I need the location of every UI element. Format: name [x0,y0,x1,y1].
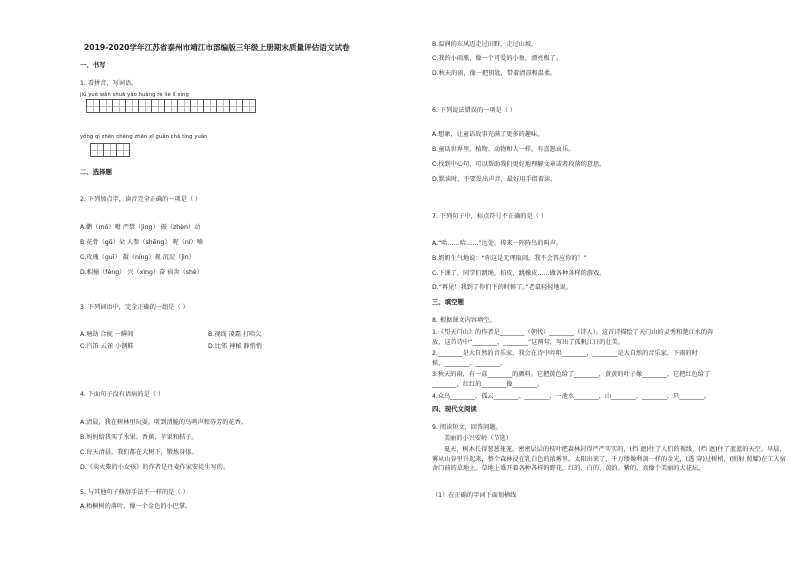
passage-text: 夏天，树木长得葱葱茏茏，密密层层的枝叶把森林封得严严实实的，(挡 遮)住了人们的视线，(挡 遮)住了蓝蓝的天空。早晨，雾从山谷里升起来，整个森林浸在乳白色的浓雾里。太阳出来了，千万缕像利剑一样的金光，(透 穿)过树梢，(照射 照耀)在工人宿舍门前的草地上。草地上盛开着各种各样的野花，红的、白的、黄的、紫的，真像个美丽的大花坛。 [432,446,786,473]
q6-option-d: D.默读时，不要发出声音，最好用手指着读。 [432,176,557,183]
q3-option-d: D.比邻 神秘 静悄悄 [208,343,262,350]
exam-title: 2019-2020学年江苏省泰州市靖江市部编版三年级上册期末质量评估语文试卷 [84,43,350,52]
writing-grid-row-1[interactable] [86,99,255,113]
q8-item-3-cont: ________，红红的________像________。 [432,381,544,388]
q2-option-d: D.相撞（fēng） 兴（xìng）奋 宿舍（shè） [80,269,203,276]
q7-option-c: C.下课了，同学们跳绳，拍皮，跳橡皮……做各种各样的游戏。 [432,270,606,277]
question-5: 5. 与其他句子修辞手法不一样的是（ ） [80,489,189,496]
q4-option-a: A.清晨，我在树林里玩耍，听到清脆的鸟鸣声和芬芳的花香。 [80,419,247,426]
q8-item-4: 4.众鸟________，孤云________。________，一池水________，山________，________，只________。 [432,393,711,400]
q5-option-d: D.秋天的雨，像一把钥匙，带着清凉和温柔。 [432,70,557,77]
section-reading: 四、现代文阅读 [432,405,477,413]
q8-item-3: 3.秋天的雨，有一盒________的颜料。它把黄色给了________，黄黄的叶子像________，它把红色给了 [432,371,711,378]
q5-option-c: C.我的小雨瓶，像一个可爱的小鱼，漂亮极了。 [432,55,563,62]
passage-title: 美丽的小兴安岭（节选） [444,435,513,442]
question-8: 8. 根据课文内容填空。 [432,317,496,324]
question-6: 6. 下列说法错误的一项是（ ） [432,107,517,114]
section-writing: 一、书写 [80,61,106,69]
q8-item-2: 2.________是大自然的音乐家，我会在诗中吟唱________，________是大自然的音乐家，下雨的时 [432,350,698,357]
q6-option-c: C.找到中心句，可以帮助我们更好地理解文章或者段落的意思。 [432,161,606,168]
q9-sub-1: （1）在正确的字词下面划横线 [432,492,517,499]
q7-option-d: D.“再见！我到了你们下的时候了。”老鼠轻轻地说。 [432,284,572,291]
q2-option-c: C.玫瑰（guī） 凝（níng）视 沉淀（jìn） [80,254,195,261]
section-fill: 三、填空题 [432,298,464,306]
question-3: 3. 下列词语中，完全正确的一组是（ ） [80,304,189,311]
question-2: 2. 下列加点字，读音完全正确的一项是（ ） [80,196,202,203]
q3-option-a: A.塘劫 合拢 一瞬间 [80,331,134,338]
q3-option-b: B.视线 凌霜 打哈欠 [208,331,262,338]
writing-grid-row-2[interactable] [90,143,129,157]
q2-option-a: A.鹳（mó）嘹 严禁（jìng） 振（zhèn）动 [80,224,201,231]
pinyin-row-1: jiǔ yuè wǎn shuā yǎo huàng rè liè lǐ xìng [80,92,189,98]
q8-item-1-cont: 放，这首诗中“________，________”这两句，写出了孤帆江日的壮美。 [432,339,625,346]
q2-option-b: B.花骨（gǔ）朵 人参（shēng） 呢（ní）喃 [80,239,203,246]
q6-option-a: A.想象，让童话故事充满了更多的趣味。 [432,131,544,138]
q7-option-a: A.“哈……哈……”远处，传来一阵阵鸟的叫声。 [432,240,563,247]
q5-option-a: A.梧桐树的落叶，像一个金色的小巴掌。 [80,503,192,510]
q5-option-b: B.温润的东风迈走过田野，走过山坡。 [432,41,538,48]
q6-option-b: B.童话世界里，植物、动物和人一样，有喜怒哀乐。 [432,146,575,153]
q8-item-2-cont: 候，________，________。 [432,360,507,367]
q4-option-b: B.妈妈给我买了水果、香蕉、苹果和桔子。 [80,434,198,441]
question-1: 1. 看拼音，写词语。 [80,80,138,87]
q8-item-1: 1.《望天门山》的作者是________（朝代）________（诗人）。这首诗描绘了天门山的灵秀和楚江水的奔 [432,329,714,336]
q3-option-c: C.汽笛 云雀 小钢鞋 [80,343,134,350]
question-4: 4. 下面句子没有语病的是（ ） [80,391,165,398]
pinyin-row-2: yǒng qì zhēn chéng zhēn xī guǎn chǎ tíng yuàn [80,134,208,140]
question-7: 7. 下列句子中，标点符号不正确的是（ ） [432,213,548,220]
q4-option-d: D.《卖火柴的小女孩》的作者是丹麦作家安徒生写的。 [80,464,230,471]
question-9: 9. 阅读短文，回答问题。 [432,424,502,431]
q7-option-b: B.奶奶生气地说：“你这是无理取闹，我不会答应你的！” [432,255,587,262]
q4-option-c: C.每天清晨，我们都在大树下，锻炼身体。 [80,449,198,456]
section-choice: 二、选择题 [80,168,112,176]
